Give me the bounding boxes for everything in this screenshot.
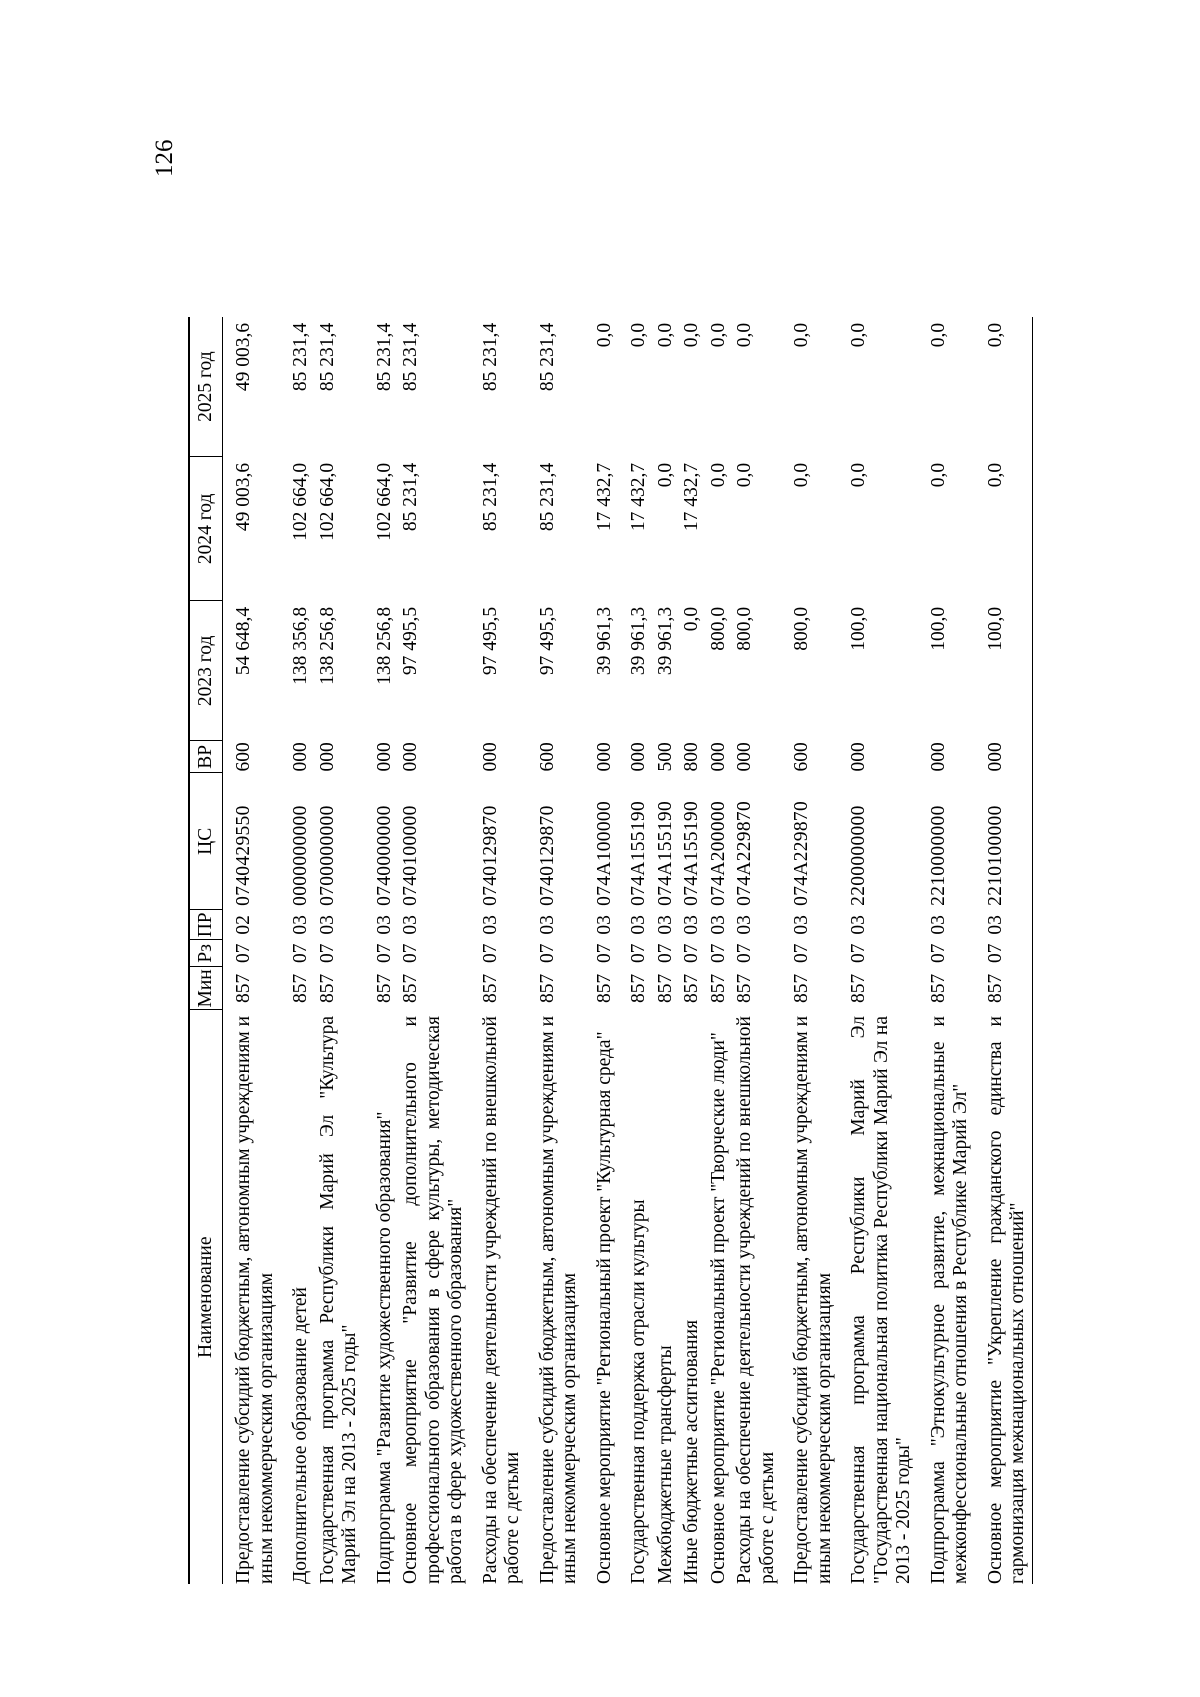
row-value-2024: 17 432,7 bbox=[628, 462, 649, 532]
header-2023: 2023 год bbox=[189, 601, 223, 741]
row-name: Подпрограмма "Этнокультурное развитие, межнациональные и межконфессиональные отношения в Республике Марий Эл" bbox=[927, 1016, 971, 1584]
row-value-2024: 102 664,0 bbox=[316, 462, 338, 541]
row-rz: 07 bbox=[628, 943, 649, 964]
row-cs: 0740100000 bbox=[400, 805, 421, 906]
row-rz: 07 bbox=[316, 943, 338, 964]
row-pr: 03 bbox=[681, 915, 702, 935]
row-rz: 07 bbox=[791, 943, 812, 964]
table-row bbox=[973, 317, 1033, 1584]
row-pr: 03 bbox=[707, 915, 729, 935]
row-pr: 03 bbox=[316, 915, 338, 935]
row-value-2024: 0,0 bbox=[973, 457, 1033, 601]
row-cs: 0700000000 bbox=[316, 805, 338, 906]
row-rz: 07 bbox=[536, 943, 558, 964]
row-pr: 03 bbox=[628, 915, 649, 935]
row-pr: 03 bbox=[927, 915, 949, 935]
row-vr: 600 bbox=[791, 742, 812, 772]
row-vr: 600 bbox=[233, 742, 254, 772]
header-name: Наименование bbox=[189, 1010, 223, 1584]
row-vr: 000 bbox=[628, 742, 649, 772]
header-2025: 2025 год bbox=[189, 317, 223, 457]
row-value-2023: 39 961,3 bbox=[593, 606, 615, 676]
row-pr: 03 bbox=[290, 915, 311, 935]
row-value-2024: 0,0 bbox=[791, 462, 812, 488]
table-row bbox=[677, 317, 704, 1584]
table-row bbox=[616, 317, 651, 1584]
row-value-2025: 85 231,4 bbox=[290, 322, 311, 392]
row-value-2024: 0,0 bbox=[848, 462, 869, 488]
row-rz: 07 bbox=[848, 943, 869, 964]
row-min: 857 bbox=[400, 973, 421, 1004]
row-name: Предоставление субсидий бюджетным, автономным учреждениям и иным некоммерческим организациям bbox=[791, 1015, 835, 1584]
row-pr: 03 bbox=[973, 910, 1033, 940]
row-rz: 07 bbox=[654, 943, 676, 964]
row-value-2024: 0,0 bbox=[707, 462, 729, 488]
row-vr: 000 bbox=[707, 742, 729, 772]
row-cs: 0740429550 bbox=[233, 805, 254, 906]
row-value-2025: 0,0 bbox=[593, 322, 615, 348]
row-min: 857 bbox=[373, 973, 395, 1004]
header-vr: ВР bbox=[189, 741, 223, 773]
row-value-2023: 97 495,5 bbox=[479, 606, 501, 676]
row-min: 857 bbox=[791, 973, 812, 1004]
row-min: 857 bbox=[734, 973, 755, 1004]
header-pr: ПР bbox=[189, 910, 223, 940]
row-value-2025: 85 231,4 bbox=[400, 322, 421, 392]
row-pr: 03 bbox=[791, 915, 812, 935]
row-vr: 000 bbox=[400, 742, 421, 772]
row-value-2024: 102 664,0 bbox=[290, 462, 311, 541]
table-body bbox=[223, 317, 1033, 1584]
row-value-2023: 138 256,8 bbox=[316, 606, 338, 685]
table-row bbox=[362, 317, 397, 1584]
row-value-2025: 0,0 bbox=[848, 322, 869, 348]
row-rz: 07 bbox=[973, 940, 1033, 967]
row-vr: 000 bbox=[479, 742, 501, 772]
row-vr: 800 bbox=[681, 742, 702, 772]
row-rz: 07 bbox=[927, 943, 949, 964]
header-cs: ЦС bbox=[189, 773, 223, 910]
row-cs: 0000000000 bbox=[290, 805, 311, 906]
row-vr: 000 bbox=[973, 741, 1033, 773]
row-cs: 2210100000 bbox=[973, 773, 1033, 910]
row-value-2024: 85 231,4 bbox=[479, 462, 501, 532]
row-value-2024: 0,0 bbox=[654, 462, 676, 488]
row-value-2023: 54 648,4 bbox=[233, 606, 254, 676]
row-pr: 03 bbox=[654, 915, 676, 935]
row-value-2025: 49 003,6 bbox=[233, 322, 254, 392]
table-row bbox=[278, 317, 313, 1584]
table-row bbox=[313, 317, 362, 1584]
row-cs: 074A100000 bbox=[593, 801, 615, 906]
row-cs: 2200000000 bbox=[848, 805, 869, 906]
row-value-2023: 0,0 bbox=[681, 606, 702, 632]
table-row bbox=[916, 317, 973, 1584]
row-rz: 07 bbox=[593, 943, 615, 964]
row-min: 857 bbox=[316, 973, 338, 1004]
row-value-2025: 85 231,4 bbox=[316, 322, 338, 392]
row-rz: 07 bbox=[681, 943, 702, 964]
row-value-2023: 100,0 bbox=[927, 606, 949, 651]
row-value-2024: 85 231,4 bbox=[536, 462, 558, 532]
row-name: Государственная программа Республики Марий Эл "Государственная национальная политика Республики Марий Эл на 2013 - 2025 годы" bbox=[848, 1016, 914, 1584]
table-row bbox=[582, 317, 617, 1584]
row-cs: 0740129870 bbox=[536, 805, 558, 906]
row-value-2024: 49 003,6 bbox=[233, 462, 254, 532]
row-rz: 07 bbox=[734, 943, 755, 964]
row-cs: 074A229870 bbox=[791, 801, 812, 906]
row-value-2023: 800,0 bbox=[791, 606, 812, 651]
row-pr: 03 bbox=[373, 915, 395, 935]
row-value-2024: 17 432,7 bbox=[681, 462, 702, 532]
row-value-2025: 0,0 bbox=[791, 322, 812, 348]
row-rz: 07 bbox=[233, 943, 254, 964]
row-pr: 03 bbox=[400, 915, 421, 935]
row-name: Дополнительное образование детей bbox=[290, 1287, 311, 1584]
row-name: Основное мероприятие "Региональный проект "Культурная среда" bbox=[593, 1031, 615, 1584]
row-value-2025: 0,0 bbox=[927, 322, 949, 348]
row-rz: 07 bbox=[373, 943, 395, 964]
row-value-2024: 17 432,7 bbox=[593, 462, 615, 532]
row-value-2024: 85 231,4 bbox=[400, 462, 421, 532]
row-min: 857 bbox=[536, 973, 558, 1004]
row-value-2023: 97 495,5 bbox=[536, 606, 558, 676]
row-vr: 000 bbox=[373, 742, 395, 772]
table-row bbox=[836, 317, 916, 1584]
row-value-2025: 0,0 bbox=[628, 322, 649, 348]
row-vr: 000 bbox=[593, 742, 615, 772]
row-min: 857 bbox=[973, 967, 1033, 1010]
row-cs: 0740000000 bbox=[373, 805, 395, 906]
row-value-2025: 85 231,4 bbox=[479, 322, 501, 392]
row-min: 857 bbox=[290, 973, 311, 1004]
row-name: Предоставление субсидий бюджетным, автономным учреждениям и иным некоммерческим организациям bbox=[536, 1015, 580, 1584]
row-value-2024: 102 664,0 bbox=[373, 462, 395, 541]
row-value-2025: 0,0 bbox=[681, 322, 702, 348]
row-name: Межбюджетные трансферты bbox=[654, 1345, 676, 1584]
row-min: 857 bbox=[479, 973, 501, 1004]
row-min: 857 bbox=[233, 973, 254, 1004]
row-value-2023: 138 356,8 bbox=[290, 606, 311, 685]
row-cs: 0740129870 bbox=[479, 805, 501, 906]
row-pr: 03 bbox=[848, 915, 869, 935]
row-value-2023: 97 495,5 bbox=[400, 606, 421, 676]
row-name: Предоставление субсидий бюджетным, автономным учреждениям и иным некоммерческим организациям bbox=[233, 1015, 277, 1584]
row-value-2023: 39 961,3 bbox=[628, 606, 649, 676]
table-row bbox=[730, 317, 779, 1584]
row-min: 857 bbox=[681, 973, 702, 1004]
row-value-2023: 800,0 bbox=[734, 606, 755, 651]
row-value-2024: 0,0 bbox=[734, 462, 755, 488]
table-row bbox=[779, 317, 836, 1584]
row-vr: 500 bbox=[654, 742, 676, 772]
header-rz: Рз bbox=[189, 940, 223, 967]
row-value-2023: 100,0 bbox=[973, 601, 1033, 741]
row-value-2023: 100,0 bbox=[848, 606, 869, 651]
table-row bbox=[704, 317, 731, 1584]
row-name: Государственная поддержка отрасли культуры bbox=[628, 1199, 649, 1584]
row-vr: 000 bbox=[290, 742, 311, 772]
row-pr: 03 bbox=[734, 915, 755, 935]
row-min: 857 bbox=[628, 973, 649, 1004]
table-row bbox=[396, 317, 468, 1584]
row-name: Государственная программа Республики Марий Эл "Культура Марий Эл на 2013 - 2025 годы" bbox=[316, 1016, 360, 1584]
table-row bbox=[468, 317, 525, 1584]
row-value-2025: 0,0 bbox=[707, 322, 729, 348]
page-number: 126 bbox=[151, 139, 178, 177]
row-name: Основное мероприятие "Укрепление гражданского единства и гармонизация межнациональных отношений" bbox=[973, 1010, 1033, 1584]
header-2024: 2024 год bbox=[189, 457, 223, 601]
row-rz: 07 bbox=[479, 943, 501, 964]
row-name: Иные бюджетные ассигнования bbox=[681, 1319, 702, 1584]
row-cs: 2210000000 bbox=[927, 805, 949, 906]
row-min: 857 bbox=[654, 973, 676, 1004]
row-rz: 07 bbox=[290, 943, 311, 964]
row-vr: 000 bbox=[927, 742, 949, 772]
row-vr: 000 bbox=[734, 742, 755, 772]
row-value-2024: 0,0 bbox=[927, 462, 949, 488]
budget-table bbox=[188, 317, 1033, 1584]
row-value-2023: 800,0 bbox=[707, 606, 729, 651]
row-name: Основное мероприятие "Региональный проект "Творческие люди" bbox=[707, 1032, 729, 1584]
row-name: Подпрограмма "Развитие художественного образования" bbox=[373, 1111, 395, 1584]
row-vr: 000 bbox=[316, 742, 338, 772]
row-value-2025: 0,0 bbox=[973, 317, 1033, 457]
row-pr: 03 bbox=[593, 915, 615, 935]
row-min: 857 bbox=[848, 973, 869, 1004]
row-cs: 074A155190 bbox=[681, 801, 702, 906]
row-value-2025: 85 231,4 bbox=[536, 322, 558, 392]
row-cs: 074A229870 bbox=[734, 801, 755, 906]
row-pr: 03 bbox=[479, 915, 501, 935]
row-pr: 03 bbox=[536, 915, 558, 935]
table-header-row bbox=[189, 317, 223, 1584]
row-value-2023: 138 256,8 bbox=[373, 606, 395, 685]
row-value-2025: 0,0 bbox=[654, 322, 676, 348]
header-min: Мин bbox=[189, 967, 223, 1010]
row-min: 857 bbox=[707, 973, 729, 1004]
row-value-2025: 85 231,4 bbox=[373, 322, 395, 392]
row-name: Расходы на обеспечение деятельности учреждений по внешкольной работе с детьми bbox=[734, 1016, 778, 1584]
row-vr: 000 bbox=[848, 742, 869, 772]
row-cs: 074A200000 bbox=[707, 801, 729, 906]
row-name: Расходы на обеспечение деятельности учреждений по внешкольной работе с детьми bbox=[479, 1016, 523, 1584]
row-name: Основное мероприятие "Развитие дополнительного и профессионального образования в сфере культуры, методическая работа в сфере художественного образования" bbox=[400, 1016, 466, 1584]
table-row bbox=[223, 317, 279, 1584]
row-cs: 074A155190 bbox=[654, 801, 676, 906]
row-rz: 07 bbox=[400, 943, 421, 964]
row-min: 857 bbox=[593, 973, 615, 1004]
table-row bbox=[651, 317, 678, 1584]
row-value-2023: 39 961,3 bbox=[654, 606, 676, 676]
row-min: 857 bbox=[927, 973, 949, 1004]
table-row bbox=[525, 317, 582, 1584]
row-vr: 600 bbox=[536, 742, 558, 772]
row-pr: 02 bbox=[233, 915, 254, 935]
row-rz: 07 bbox=[707, 943, 729, 964]
row-cs: 074A155190 bbox=[628, 801, 649, 906]
row-value-2025: 0,0 bbox=[734, 322, 755, 348]
